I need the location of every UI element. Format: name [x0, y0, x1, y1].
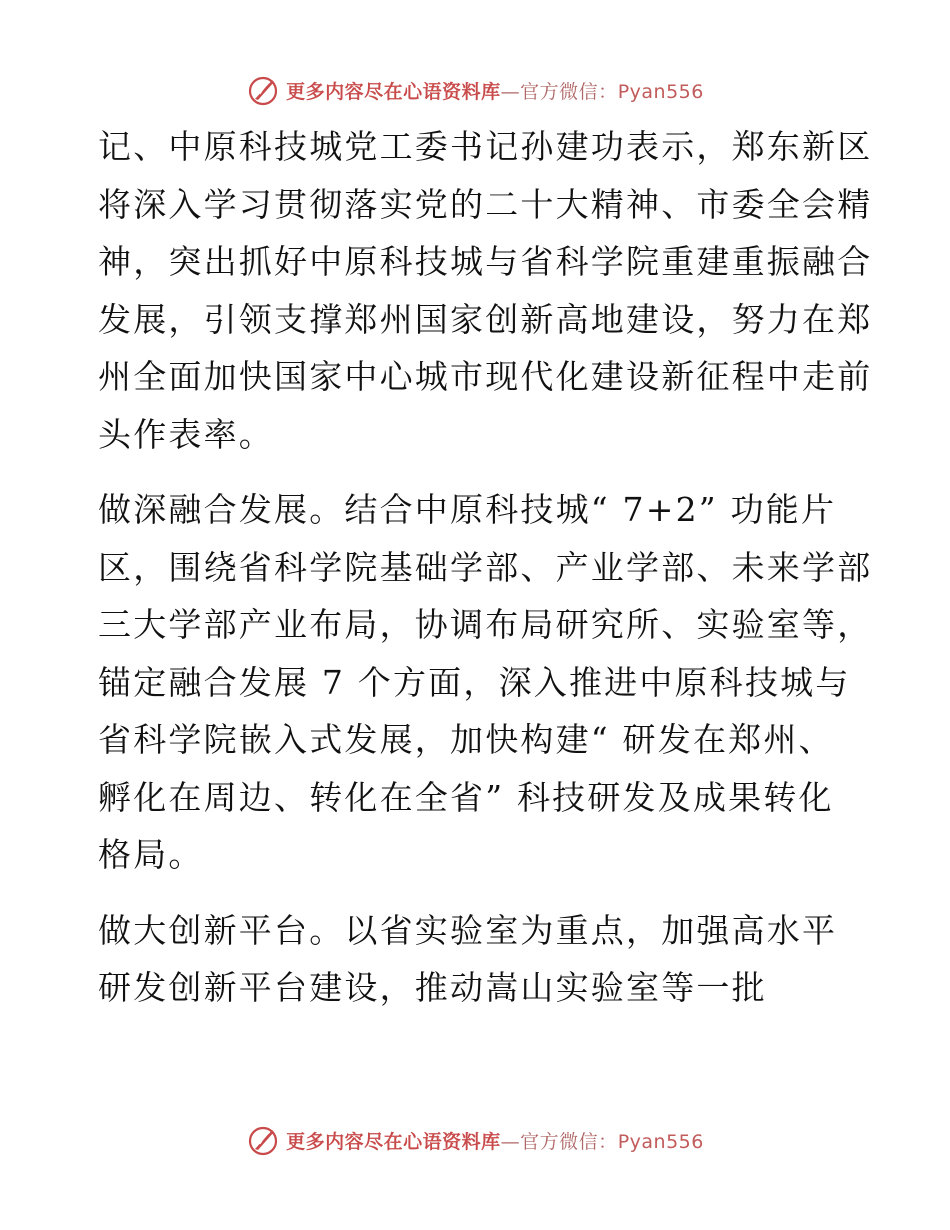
watermark-dash: — — [500, 80, 521, 103]
text-line: 格局。 — [98, 835, 204, 874]
text-line: 区，围绕省科学院基础学部、产业学部、未来学部 — [98, 547, 873, 587]
document-body — [98, 118, 873, 1017]
watermark-wechat-label: 官方微信： — [520, 1130, 618, 1153]
paragraph-3 — [98, 902, 858, 1017]
quill-logo-icon — [246, 73, 280, 107]
watermark-dash: — — [500, 1130, 521, 1153]
watermark-text — [286, 77, 704, 104]
text-line: 记、中原科技城党工委书记孙建功表示，郑东新区 — [98, 127, 873, 166]
text-line: 省科学院嵌入式发展，加快构建“ 研发在郑州、 — [98, 720, 834, 759]
quill-logo-icon — [246, 1123, 280, 1157]
paragraph-1 — [98, 118, 873, 463]
text-line: 神，突出抓好中原科技城与省科学院重建重振融合 — [98, 242, 873, 281]
watermark-title: 更多内容尽在心语资料库 — [286, 1130, 501, 1153]
watermark-wechat-label: 官方微信： — [520, 80, 618, 103]
watermark-wechat-id: Pyan556 — [617, 1130, 704, 1153]
text-line: 三大学部产业布局，协调布局研究所、实验室等， — [98, 605, 873, 644]
watermark-text — [286, 1127, 704, 1154]
text-line: 头作表率。 — [98, 414, 274, 454]
watermark-title: 更多内容尽在心语资料库 — [286, 80, 501, 103]
watermark-wechat-id: Pyan556 — [617, 80, 704, 103]
text-line: 孵化在周边、转化在全省” 科技研发及成果转化 — [98, 777, 834, 817]
text-line: 锚定融合发展 7 个方面，深入推进中原科技城与 — [98, 662, 851, 702]
footer-watermark — [0, 1120, 950, 1160]
text-line: 做深融合发展。结合中原科技城“ 7+2” 功能片 — [98, 490, 837, 529]
text-line: 将深入学习贯彻落实党的二十大精神、市委全会精 — [98, 184, 873, 224]
text-line: 研发创新平台建设，推动嵩山实验室等一批 — [98, 968, 767, 1007]
text-line: 发展，引领支撑郑州国家创新高地建设，努力在郑 — [98, 299, 873, 339]
text-line: 做大创新平台。以省实验室为重点，加强高水平 — [98, 910, 838, 950]
paragraph-2 — [98, 481, 873, 884]
text-line: 州全面加快国家中心城市现代化建设新征程中走前 — [98, 357, 873, 396]
header-watermark — [0, 70, 950, 110]
